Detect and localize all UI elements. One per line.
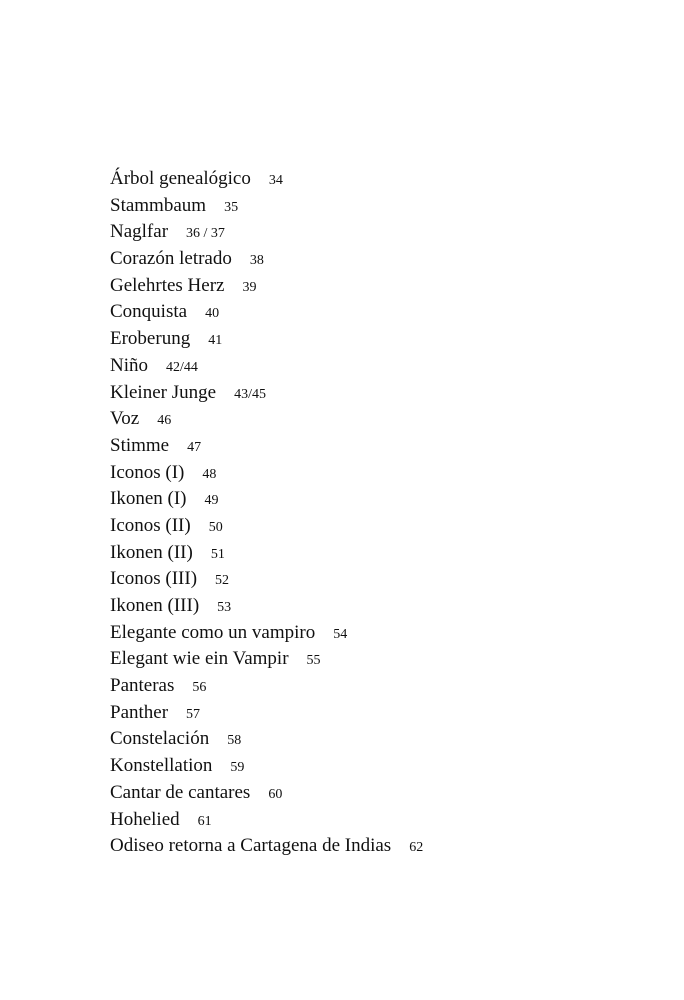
toc-entry-title: Corazón letrado [110,248,232,270]
toc-entry-title: Conquista [110,301,188,323]
toc-entry-title: Ikonen (III) [110,595,200,616]
toc-entry-page: 59 [230,760,245,776]
toc-entry [110,246,423,273]
toc-entry-page: 53 [217,600,232,615]
toc-entry [110,433,423,460]
toc-entry [110,406,423,433]
toc-entry-page: 36 / 37 [186,226,225,242]
toc-entry-title: Panteras [110,675,175,697]
toc-entry [110,807,423,834]
toc-entry-title: Constelación [110,728,210,750]
toc-entry-page: 52 [215,573,230,589]
toc-entry [110,566,423,593]
toc-entry-title: Eroberung [110,328,191,350]
toc-entry-title: Konstellation [110,755,213,777]
table-of-contents [110,166,423,860]
toc-entry-page: 47 [187,439,202,455]
toc-entry-page: 50 [208,519,223,535]
toc-entry-page: 60 [268,786,283,802]
toc-entry [110,193,423,220]
toc-entry-page: 40 [205,306,220,322]
toc-entry-page: 62 [409,840,424,856]
toc-entry-title: Voz [110,408,140,430]
toc-entry [110,673,423,700]
toc-entry-title: Hohelied [110,808,180,830]
toc-entry-page: 43/45 [234,386,266,402]
toc-entry-page: 34 [268,173,283,188]
toc-entry-title: Odiseo retorna a Cartagena de Indias [110,835,392,857]
toc-entry [110,726,423,753]
toc-entry-title: Iconos (III) [110,568,198,590]
toc-entry [110,353,423,380]
toc-entry [110,593,423,620]
toc-entry-page: 57 [186,706,201,722]
toc-entry-page: 49 [204,493,219,509]
toc-entry [110,833,423,860]
toc-entry-title: Ikonen (II) [110,541,193,563]
toc-entry [110,753,423,780]
toc-entry [110,486,423,513]
toc-entry-title: Naglfar [110,221,169,243]
toc-entry-page: 35 [224,199,239,215]
toc-entry-title: Niño [110,354,148,376]
toc-entry-title: Panther [110,701,169,723]
toc-entry-title: Gelehrtes Herz [110,274,225,296]
toc-entry [110,620,423,647]
toc-entry-title: Kleiner Junge [110,381,217,403]
toc-entry [110,299,423,326]
toc-entry [110,460,423,487]
toc-entry-page: 51 [210,546,225,562]
toc-entry [110,380,423,407]
toc-entry [110,780,423,807]
toc-entry [110,540,423,567]
toc-entry-page: 38 [249,253,264,269]
toc-entry-title: Stimme [110,434,170,456]
toc-entry-page: 54 [333,626,348,642]
toc-entry-title: Cantar de cantares [110,781,251,803]
toc-entry-title: Iconos (I) [110,461,185,483]
toc-entry-page: 42/44 [166,359,198,375]
toc-entry-title: Elegante como un vampiro [110,621,316,643]
toc-entry [110,166,423,193]
toc-entry-title: Stammbaum [110,194,207,216]
toc-entry-page: 48 [202,466,217,482]
toc-entry-page: 46 [157,413,172,429]
toc-entry [110,513,423,540]
toc-entry-page: 41 [208,333,223,349]
toc-entry-title: Ikonen (I) [110,488,187,510]
toc-entry-page: 61 [197,813,212,829]
toc-entry-page: 55 [306,653,321,669]
toc-entry [110,646,423,673]
toc-entry [110,326,423,353]
toc-entry [110,219,423,246]
toc-entry-title: Iconos (II) [110,514,191,536]
toc-entry-page: 39 [242,279,257,295]
toc-entry-page: 58 [227,733,242,749]
toc-entry [110,700,423,727]
toc-entry-title: Árbol genealógico [110,168,251,189]
toc-entry [110,273,423,300]
toc-entry-title: Elegant wie ein Vampir [110,648,289,670]
toc-entry-page: 56 [192,680,207,696]
